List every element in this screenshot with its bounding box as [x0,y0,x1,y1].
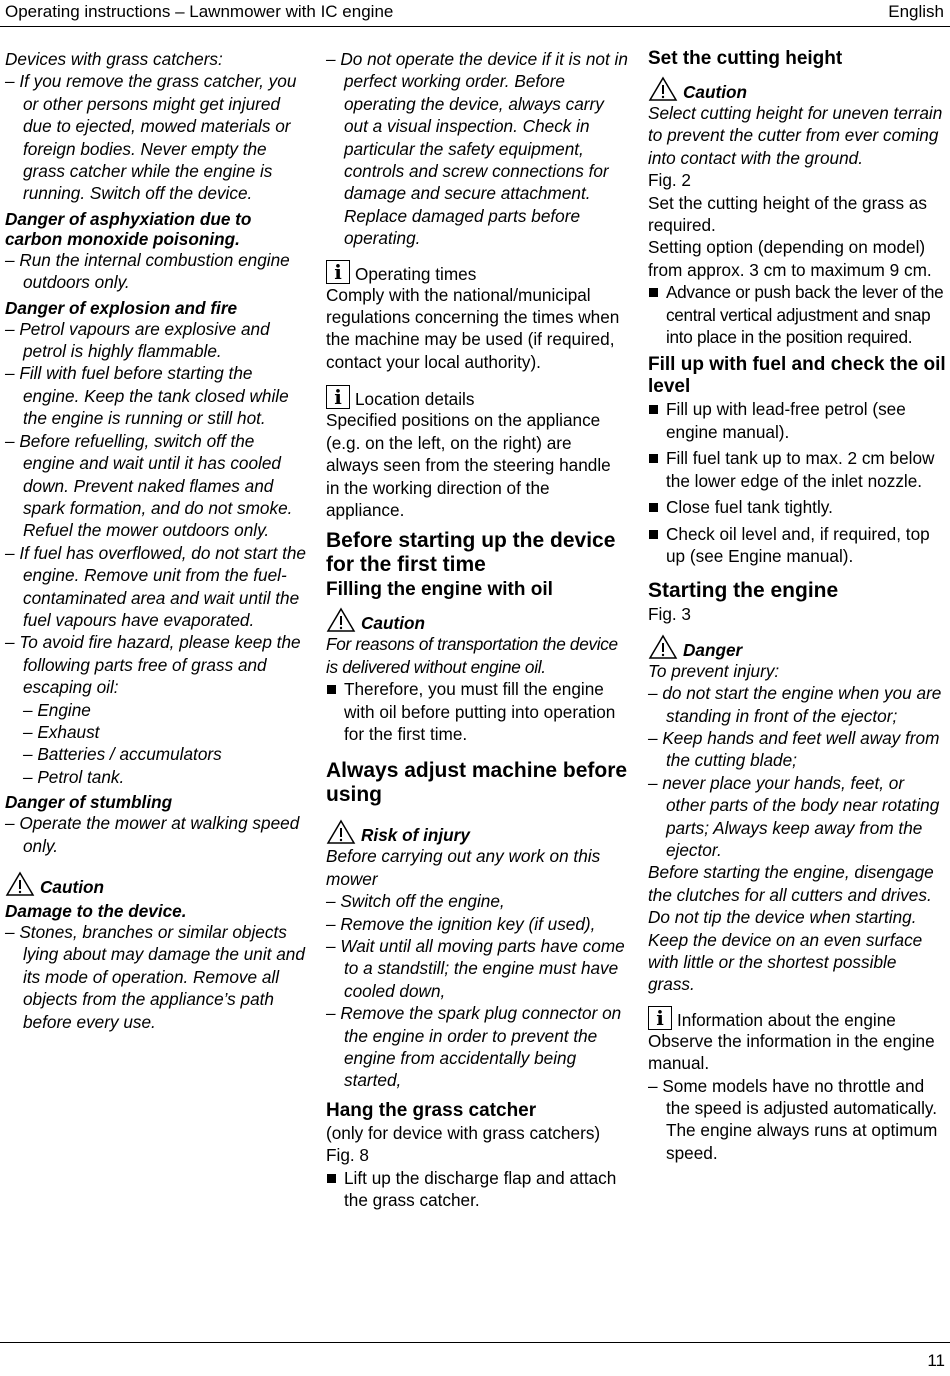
column-3 [648,48,946,1164]
cutting-text: Setting option (depending on model) from approx. 3 cm to maximum 9 cm. [648,237,932,280]
caution-label: Caution [40,877,104,897]
part-item: – Exhaust [23,721,100,742]
operating-times-text: Comply with the national/municipal regulations concerning the times when the machine may be used (if required, contact your local authority). [326,284,620,372]
fuel-title: Fill up with fuel and check the oil level [648,354,946,398]
asphyxiation-title: Danger of asphyxiation due to carbon monoxide poisoning. [5,208,252,249]
warning-triangle-icon [648,76,678,102]
info-icon: i [648,1006,672,1030]
before-first-title: Before starting up the device for the first time [326,529,616,577]
danger-text: Do not tip the device when starting. Keep the device on an even surface with little or the shortest possible grass. [648,907,923,995]
engine-info-title: Information about the engine [677,1009,896,1030]
caution-heading [326,607,628,633]
header-title: Operating instructions – Lawnmower with IC engine [5,2,394,21]
info-icon: i [326,260,350,284]
operating-times-heading [326,260,628,284]
cutting-title: Set the cutting height [648,48,843,69]
danger-heading [648,634,946,660]
hang-fig: Fig. 8 [326,1145,369,1166]
explosion-item: – To avoid fire hazard, please keep the following parts free of grass and escaping oil: [5,632,301,698]
risk-label: Risk of injury [361,825,470,846]
damage-title: Damage to the device. [5,901,187,921]
column-1 [5,48,310,1033]
risk-item: – Switch off the engine, [326,891,505,912]
danger-item: – Keep hands and feet well away from the cutting blade; [648,727,940,771]
cutting-fig: Fig. 2 [648,170,691,191]
transport-text: For reasons of transportation the device is delivered without engine oil. [326,634,618,677]
part-item: – Engine [23,699,91,720]
danger-item: – never place your hands, feet, or other parts of the body near rotating parts; Always keep away from the ejector. [648,772,940,860]
cutting-item: Advance or push back the lever of the central vertical adjustment and snap into place in the position required. [648,281,946,348]
engine-info-heading [648,1006,946,1030]
danger-item: – do not start the engine when you are standing in front of the ejector; [648,683,942,726]
stumbling-title: Danger of stumbling [5,792,173,813]
risk-item: – Remove the spark plug connector on the engine in order to prevent the engine from accidentally being started, [326,1003,622,1091]
risk-item: – Wait until all moving parts have come to a standstill; the engine must have cooled down, [326,935,625,1001]
risk-item: – Remove the ignition key (if used), [326,913,596,934]
column-2 [326,48,628,1211]
explosion-item: – Fill with fuel before starting the engine. Keep the tank closed while the engine is running or still hot. [5,363,289,429]
info-icon: i [326,385,350,409]
caution-heading [5,871,310,897]
fuel-item: Close fuel tank tightly. [648,496,946,518]
page-number: 11 [927,1351,945,1370]
explosion-item: – Petrol vapours are explosive and petrol is highly flammable. [5,318,270,362]
explosion-item: – Before refuelling, switch off the engine and wait until it has cooled down. Prevent naked flames and spark formation, and do not smoke. Refuel the mower outdoors only. [5,430,293,541]
location-text: Specified positions on the appliance (e.g. on the left, on the right) are always seen from the steering handle in the working direction of the appliance. [326,410,611,520]
fuel-item: Fill fuel tank up to max. 2 cm below the lower edge of the inlet nozzle. [648,447,946,492]
risk-intro: Before carrying out any work on this mower [326,846,601,889]
cutting-text: Set the cutting height of the grass as required. [648,192,927,236]
danger-label: Danger [683,639,743,660]
damage-item: – Stones, branches or similar objects lying about may damage the unit and its mode of operation. Remove all objects from the appliance’s path before every use. [5,922,305,1032]
hang-text: (only for device with grass catchers) [326,1122,601,1143]
footer-rule [0,1342,950,1343]
hang-item: Lift up the discharge flap and attach the grass catcher. [326,1167,628,1212]
grass-catchers-item: – If you remove the grass catcher, you or other persons might get injured due to ejected, mowed materials or foreign bodies. Never empty the grass catcher while the engine is running. Switch off the device. [5,71,297,204]
operating-times-title: Operating times [355,263,477,284]
stumbling-item: – Operate the mower at walking speed only. [5,813,300,856]
explosion-item: – If fuel has overflowed, do not start the engine. Remove unit from the fuel-contaminated area and wait until the fuel vapours have evaporated. [5,542,306,630]
danger-intro: To prevent injury: [648,660,780,681]
inspection-item: – Do not operate the device if it is not in perfect working order. Before operating the device, always carry out a visual inspection. Check in particular the safety equipment, controls and screw connections for damage and secure attachment. Replace damaged parts before operating. [326,49,628,249]
header-language: English [888,2,944,21]
warning-triangle-icon [5,871,35,897]
warning-triangle-icon [326,819,356,845]
adjust-title: Always adjust machine before using [326,759,628,807]
engine-info-item: – Some models have no throttle and the speed is adjusted automatically. The engine always runs at optimum speed. [648,1075,938,1163]
warning-triangle-icon [648,634,678,660]
starting-fig: Fig. 3 [648,604,691,625]
filling-oil-title: Filling the engine with oil [326,579,553,601]
caution-label: Caution [361,613,425,634]
location-heading [326,385,628,409]
danger-text: Before starting the engine, disengage the clutches for all cutters and drives. [648,862,934,905]
grass-catchers-title: Devices with grass catchers: [5,49,223,69]
caution-label: Caution [683,82,747,102]
part-item: – Petrol tank. [23,766,125,787]
starting-title: Starting the engine [648,579,839,603]
location-title: Location details [355,389,475,410]
risk-heading [326,819,628,845]
page-header [0,0,950,27]
fuel-item: Check oil level and, if required, top up (see Engine manual). [648,523,946,568]
part-item: – Batteries / accumulators [23,744,222,765]
cutting-caution-text: Select cutting height for uneven terrain to prevent the cutter from ever coming into contact with the ground. [648,103,943,168]
asphyxiation-item: – Run the internal combustion engine outdoors only. [5,249,290,293]
explosion-title: Danger of explosion and fire [5,297,238,318]
fuel-item: Fill up with lead-free petrol (see engine manual). [648,398,946,443]
engine-info-text: Observe the information in the engine manual. [648,1030,935,1074]
caution-heading [648,76,946,102]
hang-title: Hang the grass catcher [326,1099,537,1121]
oil-item: Therefore, you must fill the engine with oil before putting into operation for the first time. [326,678,628,745]
warning-triangle-icon [326,607,356,633]
